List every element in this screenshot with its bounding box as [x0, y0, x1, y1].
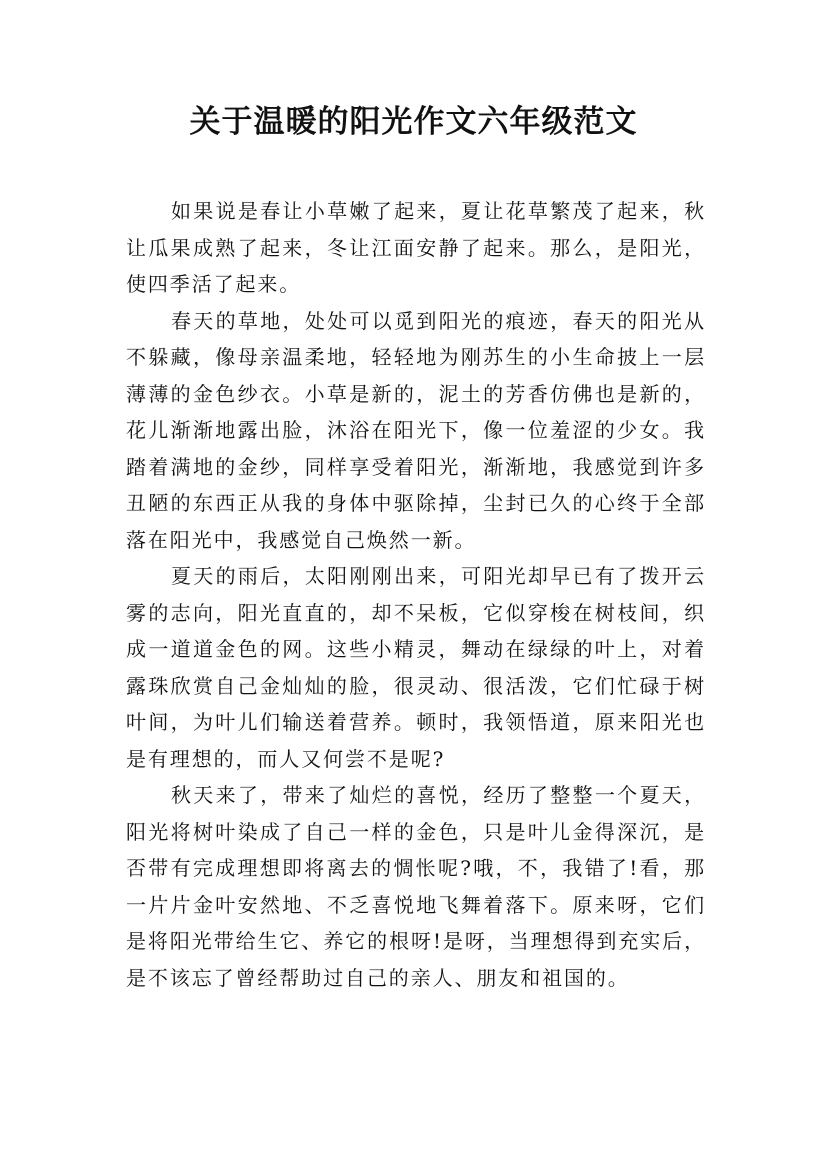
document-body	[126, 193, 706, 996]
paragraph-intro: 如果说是春让小草嫩了起来，夏让花草繁茂了起来，秋让瓜果成熟了起来，冬让江面安静了起来。那么，是阳光，使四季活了起来。	[126, 199, 706, 296]
paragraph-autumn: 秋天来了，带来了灿烂的喜悦，经历了整整一个夏天，阳光将树叶染成了自己一样的金色，只是叶儿金得深沉，是否带有完成理想即将离去的惆怅呢?哦，不，我错了!看，那一片片金叶安然地、不乏喜悦地飞舞着落下。原来呀，它们是将阳光带给生它、养它的根呀!是呀，当理想得到充实后，是不该忘了曾经帮助过自己的亲人、朋友和祖国的。	[126, 783, 706, 990]
paragraph-summer: 夏天的雨后，太阳刚刚出来，可阳光却早已有了拨开云雾的志向，阳光直直的，却不呆板，它似穿梭在树枝间，织成一道道金色的网。这些小精灵，舞动在绿绿的叶上，对着露珠欣赏自己金灿灿的脸，很灵动、很活泼，它们忙碌于树叶间，为叶儿们输送着营养。顿时，我领悟道，原来阳光也是有理想的，而人又何尝不是呢?	[126, 564, 706, 771]
document-title: 关于温暖的阳光作文六年级范文	[189, 104, 638, 140]
paragraph-spring: 春天的草地，处处可以觅到阳光的痕迹，春天的阳光从不躲藏，像母亲温柔地，轻轻地为刚苏生的小生命披上一层薄薄的金色纱衣。小草是新的，泥土的芳香仿佛也是新的，花儿渐渐地露出脸，沐浴在阳光下，像一位羞涩的少女。我踏着满地的金纱，同样享受着阳光，渐渐地，我感觉到许多丑陋的东西正从我的身体中驱除掉，尘封已久的心终于全部落在阳光中，我感觉自己焕然一新。	[126, 308, 706, 552]
